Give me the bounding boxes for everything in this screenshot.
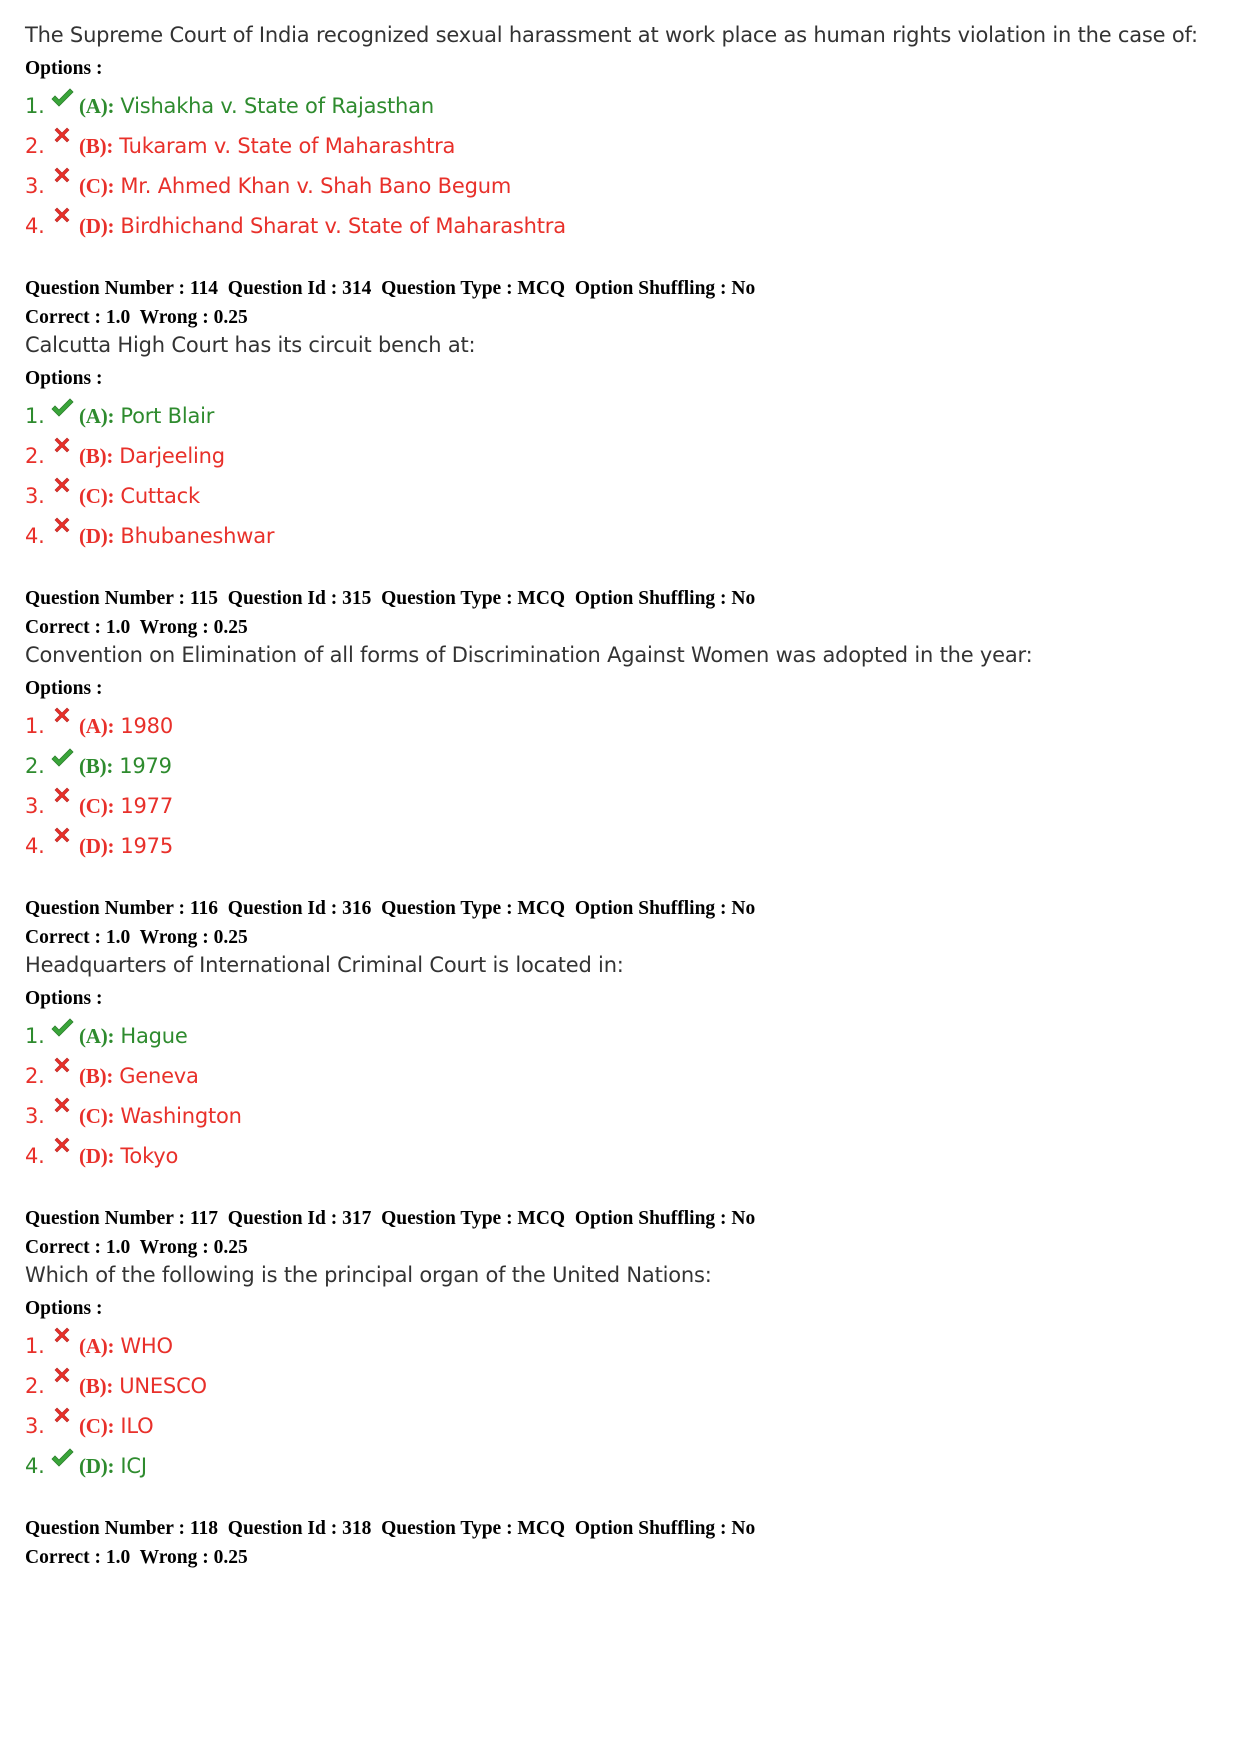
option-letter: (D): [79,833,115,858]
option-letter: (A): [79,1333,115,1358]
option-number: 4. [25,214,45,238]
option-number: 1. [25,94,45,118]
question-text: Convention on Elimination of all forms of Discrimination Against Women was adopted in the year: [25,643,1033,667]
option-item [25,1136,1215,1176]
option-text: ILO [120,1414,154,1438]
option-letter: (D): [79,523,115,548]
option-number: 3. [25,484,45,508]
option-letter: (A): [79,1023,115,1048]
question-marks: Correct : 1.0 Wrong : 0.25 [25,307,248,328]
option-text: 1975 [120,834,174,858]
question-marks: Correct : 1.0 Wrong : 0.25 [25,1237,248,1258]
option-text: Port Blair [120,404,215,428]
option-item [25,1446,1215,1486]
option-text: 1977 [120,794,174,818]
option-item [25,436,1215,476]
options-list [25,706,1215,866]
option-text: Birdhichand Sharat v. State of Maharashtra [120,214,566,238]
option-letter: (B): [79,753,114,778]
question-block-116 [25,894,1215,1176]
options-label: Options : [25,678,103,699]
option-number: 1. [25,1334,45,1358]
question-block-118 [25,1514,1215,1572]
option-item [25,206,1215,246]
question-paper-page [25,22,1215,1572]
option-text: Bhubaneshwar [120,524,275,548]
checkmark-icon [49,747,75,773]
option-letter: (C): [79,1413,115,1438]
option-number: 3. [25,1104,45,1128]
option-number: 2. [25,754,45,778]
option-item [25,476,1215,516]
options-label: Options : [25,988,103,1009]
cross-icon [49,207,75,233]
options-label: Options : [25,368,103,389]
option-text: Mr. Ahmed Khan v. Shah Bano Begum [120,174,512,198]
option-text: Tokyo [120,1144,179,1168]
question-block-113 [25,22,1215,246]
option-letter: (A): [79,713,115,738]
options-list [25,1016,1215,1176]
cross-icon [49,1407,75,1433]
cross-icon [49,477,75,503]
option-item [25,1326,1215,1366]
option-number: 4. [25,1454,45,1478]
option-letter: (B): [79,1373,114,1398]
option-number: 3. [25,1414,45,1438]
option-text: 1979 [119,754,172,778]
option-number: 2. [25,134,45,158]
option-item [25,1096,1215,1136]
option-number: 4. [25,1144,45,1168]
option-number: 4. [25,834,45,858]
option-item [25,86,1215,126]
option-letter: (A): [79,403,115,428]
options-list [25,1326,1215,1486]
question-text: Headquarters of International Criminal Court is located in: [25,953,624,977]
question-text: Which of the following is the principal organ of the United Nations: [25,1263,712,1287]
option-item [25,1056,1215,1096]
option-number: 3. [25,174,45,198]
options-label: Options : [25,58,103,79]
option-number: 3. [25,794,45,818]
question-text: The Supreme Court of India recognized sexual harassment at work place as human rights violation in the case of: [25,23,1198,47]
option-item [25,1366,1215,1406]
option-number: 2. [25,1374,45,1398]
question-header: Question Number : 115 Question Id : 315 Question Type : MCQ Option Shuffling : No [25,588,756,609]
option-text: Geneva [119,1064,199,1088]
cross-icon [49,127,75,153]
option-item [25,1016,1215,1056]
cross-icon [49,1367,75,1393]
question-header: Question Number : 114 Question Id : 314 Question Type : MCQ Option Shuffling : No [25,278,756,299]
question-block-117 [25,1204,1215,1486]
option-item [25,166,1215,206]
option-letter: (B): [79,133,114,158]
checkmark-icon [49,87,75,113]
question-block-114 [25,274,1215,556]
cross-icon [49,1097,75,1123]
option-item [25,826,1215,866]
option-number: 4. [25,524,45,548]
option-letter: (D): [79,1143,115,1168]
option-text: ICJ [120,1454,147,1478]
option-item [25,396,1215,436]
question-header: Question Number : 116 Question Id : 316 Question Type : MCQ Option Shuffling : No [25,898,756,919]
cross-icon [49,1327,75,1353]
option-letter: (B): [79,1063,114,1088]
option-item [25,516,1215,556]
cross-icon [49,1057,75,1083]
option-letter: (D): [79,213,115,238]
checkmark-icon [49,397,75,423]
option-text: Cuttack [120,484,200,508]
options-label: Options : [25,1298,103,1319]
question-header: Question Number : 117 Question Id : 317 Question Type : MCQ Option Shuffling : No [25,1208,756,1229]
cross-icon [49,707,75,733]
option-item [25,126,1215,166]
option-number: 1. [25,404,45,428]
checkmark-icon [49,1447,75,1473]
options-list [25,396,1215,556]
option-text: Washington [120,1104,242,1128]
option-number: 1. [25,714,45,738]
option-text: UNESCO [119,1374,207,1398]
question-block-115 [25,584,1215,866]
cross-icon [49,167,75,193]
question-header: Question Number : 118 Question Id : 318 Question Type : MCQ Option Shuffling : No [25,1518,756,1539]
question-marks: Correct : 1.0 Wrong : 0.25 [25,927,248,948]
option-number: 2. [25,444,45,468]
option-text: 1980 [120,714,174,738]
option-item [25,706,1215,746]
option-number: 1. [25,1024,45,1048]
option-letter: (C): [79,1103,115,1128]
question-marks: Correct : 1.0 Wrong : 0.25 [25,1547,248,1568]
option-letter: (A): [79,93,115,118]
cross-icon [49,787,75,813]
option-letter: (B): [79,443,114,468]
option-number: 2. [25,1064,45,1088]
option-item [25,746,1215,786]
option-text: Tukaram v. State of Maharashtra [119,134,456,158]
option-letter: (C): [79,483,115,508]
question-marks: Correct : 1.0 Wrong : 0.25 [25,617,248,638]
option-text: Hague [120,1024,188,1048]
cross-icon [49,437,75,463]
cross-icon [49,1137,75,1163]
option-letter: (C): [79,793,115,818]
cross-icon [49,827,75,853]
option-letter: (D): [79,1453,115,1478]
option-item [25,1406,1215,1446]
option-letter: (C): [79,173,115,198]
option-text: Darjeeling [119,444,225,468]
cross-icon [49,517,75,543]
question-text: Calcutta High Court has its circuit bench at: [25,333,476,357]
options-list [25,86,1215,246]
option-item [25,786,1215,826]
option-text: Vishakha v. State of Rajasthan [120,94,434,118]
option-text: WHO [120,1334,173,1358]
checkmark-icon [49,1017,75,1043]
